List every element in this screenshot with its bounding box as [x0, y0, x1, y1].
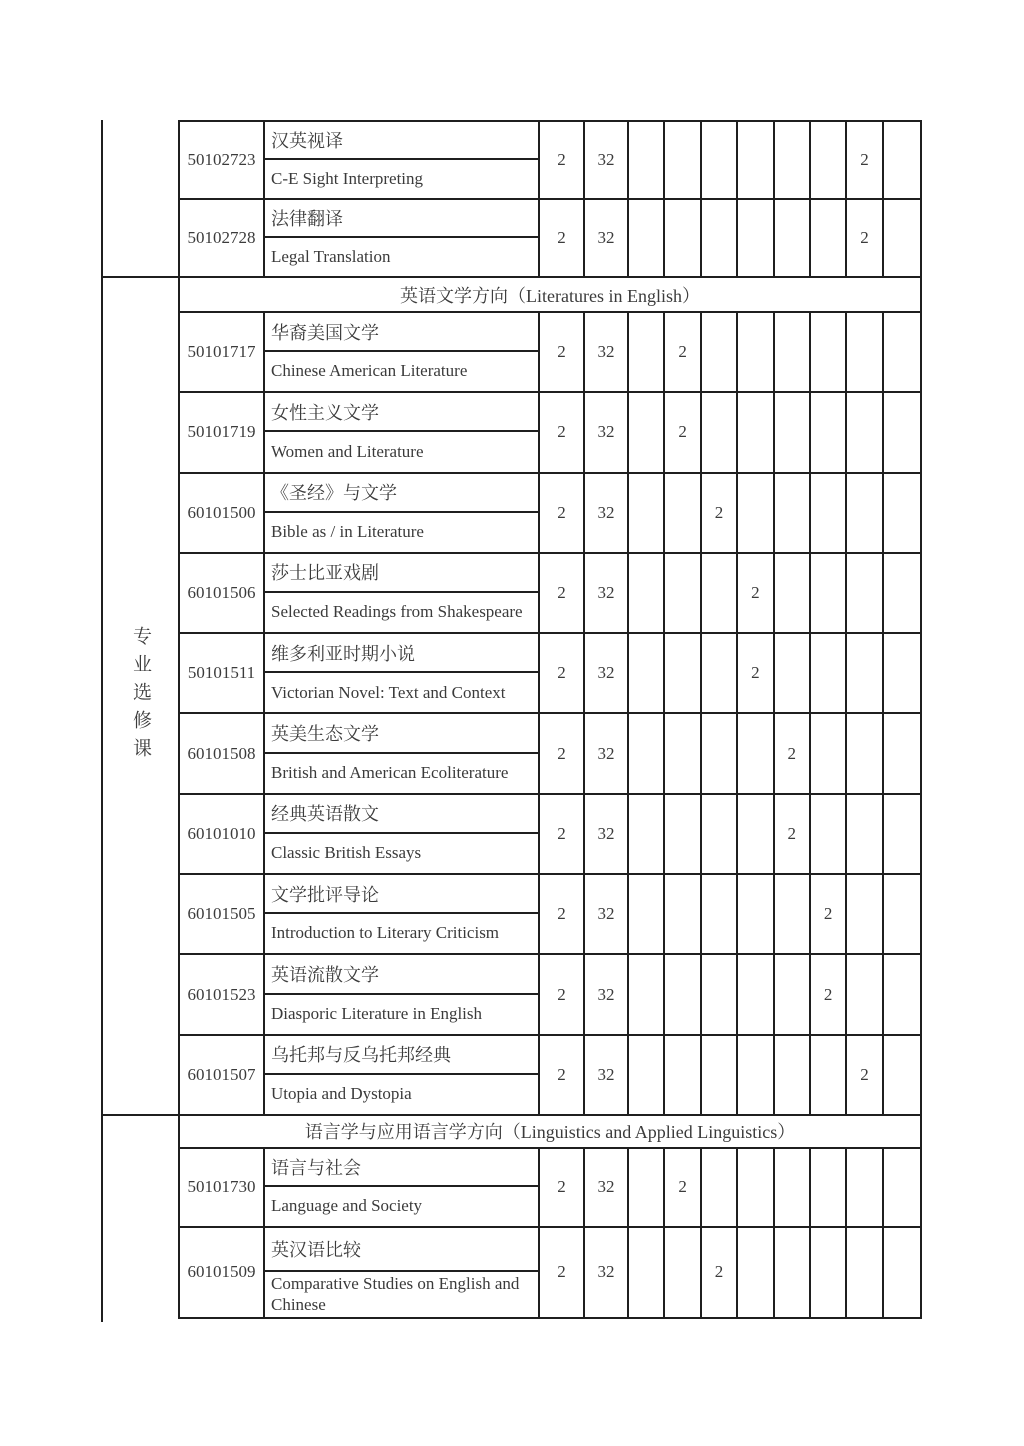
semester-6-cell [811, 714, 847, 792]
course-name-cell [265, 795, 540, 873]
category-label-vertical: 专业选修课 [130, 626, 151, 766]
semester-8-cell [884, 1149, 920, 1226]
semester-3-cell [702, 634, 738, 712]
semester-2-cell [665, 875, 701, 953]
curriculum-table [101, 120, 922, 1322]
course-code: 60101508 [180, 714, 265, 792]
course-name-cell [265, 1228, 540, 1317]
semester-8-cell [884, 200, 920, 276]
course-code: 60101010 [180, 795, 265, 873]
semester-7-cell [847, 955, 883, 1033]
course-name-en: Selected Readings from Shakespeare [271, 602, 523, 622]
semester-6-cell [811, 1228, 847, 1317]
semester-3-cell [702, 122, 738, 198]
course-name-en: Comparative Studies on English and Chinese [271, 1273, 520, 1314]
semester-1-cell [629, 474, 665, 552]
semester-8-cell [884, 634, 920, 712]
semester-4-cell [738, 200, 774, 276]
category-cell-empty-bottom [103, 1116, 178, 1322]
course-name-cell [265, 313, 540, 391]
semester-5-cell [775, 313, 811, 391]
course-name-cell [265, 955, 540, 1033]
table-row [180, 1149, 920, 1228]
semester-2-cell: 2 [665, 393, 701, 471]
course-hours: 32 [585, 634, 629, 712]
table-row [180, 795, 920, 875]
semester-1-cell [629, 200, 665, 276]
course-name-zh: 文学批评导论 [265, 875, 538, 914]
course-name-zh: 汉英视译 [265, 122, 538, 160]
course-name-zh: 乌托邦与反乌托邦经典 [265, 1036, 538, 1075]
semester-5-cell [775, 122, 811, 198]
semester-8-cell [884, 393, 920, 471]
semester-1-cell [629, 795, 665, 873]
semester-7-cell [847, 634, 883, 712]
course-code: 60101500 [180, 474, 265, 552]
course-code: 60101507 [180, 1036, 265, 1114]
semester-4-cell: 2 [738, 554, 774, 632]
course-hours: 32 [585, 393, 629, 471]
translation-section-rows [180, 122, 920, 278]
semester-4-cell [738, 795, 774, 873]
semester-7-cell [847, 1228, 883, 1317]
course-name-en: Classic British Essays [271, 843, 422, 863]
semester-7-cell: 2 [847, 1036, 883, 1114]
course-credits: 2 [540, 474, 585, 552]
semester-5-cell [775, 554, 811, 632]
semester-1-cell [629, 1228, 665, 1317]
semester-7-cell [847, 474, 883, 552]
course-hours: 32 [585, 474, 629, 552]
course-credits: 2 [540, 1036, 585, 1114]
semester-2-cell: 2 [665, 1149, 701, 1226]
semester-5-cell [775, 634, 811, 712]
course-credits: 2 [540, 554, 585, 632]
course-name-zh: 语言与社会 [265, 1149, 538, 1188]
course-hours: 32 [585, 1228, 629, 1317]
course-name-en: Victorian Novel: Text and Context [271, 682, 506, 702]
semester-5-cell: 2 [775, 795, 811, 873]
semester-7-cell [847, 393, 883, 471]
course-credits: 2 [540, 1149, 585, 1226]
course-code: 50101511 [180, 634, 265, 712]
category-cell-empty-top [103, 120, 178, 276]
semester-7-cell [847, 554, 883, 632]
table-row [180, 634, 920, 714]
semester-4-cell [738, 393, 774, 471]
semester-2-cell [665, 200, 701, 276]
semester-7-cell: 2 [847, 200, 883, 276]
table-row [180, 313, 920, 393]
course-hours: 32 [585, 200, 629, 276]
semester-4-cell [738, 1036, 774, 1114]
course-name-zh: 维多利亚时期小说 [265, 634, 538, 673]
course-name-en: Bible as / in Literature [271, 521, 424, 541]
semester-8-cell [884, 313, 920, 391]
semester-1-cell [629, 122, 665, 198]
semester-1-cell [629, 634, 665, 712]
table-row [180, 393, 920, 473]
course-name-zh: 莎士比亚戏剧 [265, 554, 538, 593]
semester-3-cell [702, 795, 738, 873]
course-credits: 2 [540, 795, 585, 873]
semester-5-cell [775, 875, 811, 953]
course-credits: 2 [540, 634, 585, 712]
semester-6-cell [811, 1149, 847, 1226]
semester-1-cell [629, 554, 665, 632]
semester-5-cell [775, 1149, 811, 1226]
semester-4-cell [738, 122, 774, 198]
table-row [180, 955, 920, 1035]
semester-7-cell [847, 313, 883, 391]
semester-2-cell [665, 1036, 701, 1114]
course-name-en: C-E Sight Interpreting [271, 168, 424, 188]
course-name-cell [265, 554, 540, 632]
course-name-cell [265, 714, 540, 792]
course-name-en: Diasporic Literature in English [271, 1003, 483, 1023]
semester-6-cell [811, 122, 847, 198]
semester-2-cell: 2 [665, 313, 701, 391]
course-credits: 2 [540, 1228, 585, 1317]
semester-6-cell [811, 200, 847, 276]
course-name-en: Introduction to Literary Criticism [271, 923, 500, 943]
course-code: 50102728 [180, 200, 265, 276]
semester-3-cell [702, 714, 738, 792]
semester-8-cell [884, 474, 920, 552]
semester-8-cell [884, 875, 920, 953]
course-name-cell [265, 634, 540, 712]
category-cell-electives [103, 276, 178, 1116]
course-name-zh: 英汉语比较 [265, 1228, 538, 1273]
course-credits: 2 [540, 313, 585, 391]
semester-2-cell [665, 714, 701, 792]
semester-1-cell [629, 393, 665, 471]
semester-2-cell [665, 122, 701, 198]
course-credits: 2 [540, 200, 585, 276]
semester-7-cell [847, 714, 883, 792]
course-name-en: British and American Ecoliterature [271, 762, 509, 782]
semester-3-cell [702, 313, 738, 391]
semester-4-cell: 2 [738, 634, 774, 712]
linguistics-section-rows [180, 1149, 920, 1319]
semester-2-cell [665, 795, 701, 873]
semester-6-cell [811, 1036, 847, 1114]
table-row [180, 1036, 920, 1116]
course-code: 60101506 [180, 554, 265, 632]
course-credits: 2 [540, 955, 585, 1033]
course-name-zh: 英语流散文学 [265, 955, 538, 994]
course-table-body [178, 120, 922, 1319]
course-hours: 32 [585, 1149, 629, 1226]
semester-5-cell [775, 200, 811, 276]
semester-6-cell [811, 313, 847, 391]
course-hours: 32 [585, 955, 629, 1033]
semester-1-cell [629, 1149, 665, 1226]
table-row [180, 122, 920, 200]
semester-5-cell [775, 955, 811, 1033]
semester-7-cell [847, 795, 883, 873]
semester-8-cell [884, 1228, 920, 1317]
semester-5-cell [775, 1036, 811, 1114]
course-name-zh: 经典英语散文 [265, 795, 538, 834]
semester-5-cell [775, 474, 811, 552]
semester-4-cell [738, 1149, 774, 1226]
semester-1-cell [629, 955, 665, 1033]
course-credits: 2 [540, 393, 585, 471]
course-name-en: Legal Translation [271, 246, 391, 266]
course-name-en: Language and Society [271, 1196, 423, 1216]
course-hours: 32 [585, 875, 629, 953]
semester-5-cell: 2 [775, 714, 811, 792]
literature-section-rows [180, 313, 920, 1116]
table-row [180, 474, 920, 554]
course-credits: 2 [540, 875, 585, 953]
course-code: 50101730 [180, 1149, 265, 1226]
course-hours: 32 [585, 1036, 629, 1114]
semester-7-cell [847, 1149, 883, 1226]
semester-8-cell [884, 554, 920, 632]
semester-3-cell: 2 [702, 1228, 738, 1317]
course-hours: 32 [585, 554, 629, 632]
table-row [180, 875, 920, 955]
semester-2-cell [665, 554, 701, 632]
semester-6-cell [811, 634, 847, 712]
course-name-zh: 女性主义文学 [265, 393, 538, 432]
semester-1-cell [629, 875, 665, 953]
semester-4-cell [738, 1228, 774, 1317]
course-hours: 32 [585, 313, 629, 391]
table-row [180, 714, 920, 794]
course-name-en: Chinese American Literature [271, 361, 468, 381]
semester-2-cell [665, 474, 701, 552]
semester-6-cell: 2 [811, 955, 847, 1033]
course-name-cell [265, 393, 540, 471]
semester-8-cell [884, 955, 920, 1033]
semester-3-cell [702, 1036, 738, 1114]
semester-6-cell [811, 554, 847, 632]
semester-4-cell [738, 313, 774, 391]
semester-1-cell [629, 1036, 665, 1114]
course-name-cell [265, 474, 540, 552]
course-name-zh: 华裔美国文学 [265, 313, 538, 352]
semester-3-cell [702, 393, 738, 471]
table-row [180, 200, 920, 278]
semester-1-cell [629, 714, 665, 792]
course-name-en: Utopia and Dystopia [271, 1084, 412, 1104]
semester-4-cell [738, 955, 774, 1033]
semester-4-cell [738, 875, 774, 953]
semester-3-cell [702, 875, 738, 953]
course-name-zh: 法律翻译 [265, 200, 538, 238]
course-hours: 32 [585, 795, 629, 873]
semester-2-cell [665, 955, 701, 1033]
course-name-cell [265, 1149, 540, 1226]
semester-3-cell [702, 955, 738, 1033]
semester-8-cell [884, 795, 920, 873]
course-credits: 2 [540, 122, 585, 198]
semester-2-cell [665, 1228, 701, 1317]
course-credits: 2 [540, 714, 585, 792]
semester-4-cell [738, 714, 774, 792]
semester-3-cell [702, 200, 738, 276]
semester-5-cell [775, 393, 811, 471]
semester-3-cell [702, 1149, 738, 1226]
semester-3-cell [702, 554, 738, 632]
course-code: 50101717 [180, 313, 265, 391]
course-name-en: Women and Literature [271, 441, 424, 461]
table-row [180, 1228, 920, 1319]
semester-5-cell [775, 1228, 811, 1317]
course-hours: 32 [585, 714, 629, 792]
section-header-linguistics: 语言学与应用语言学方向（Linguistics and Applied Linguistics） [180, 1116, 920, 1149]
semester-1-cell [629, 313, 665, 391]
course-hours: 32 [585, 122, 629, 198]
semester-4-cell [738, 474, 774, 552]
semester-7-cell [847, 875, 883, 953]
course-code: 50101719 [180, 393, 265, 471]
semester-8-cell [884, 714, 920, 792]
section-header-literature: 英语文学方向（Literatures in English） [180, 278, 920, 313]
course-name-cell [265, 1036, 540, 1114]
course-code: 60101505 [180, 875, 265, 953]
semester-8-cell [884, 122, 920, 198]
semester-7-cell: 2 [847, 122, 883, 198]
course-name-zh: 《圣经》与文学 [265, 474, 538, 513]
course-code: 60101509 [180, 1228, 265, 1317]
semester-6-cell [811, 795, 847, 873]
category-column [101, 120, 178, 1322]
course-code: 60101523 [180, 955, 265, 1033]
course-name-cell [265, 122, 540, 198]
course-code: 50102723 [180, 122, 265, 198]
semester-2-cell [665, 634, 701, 712]
course-name-zh: 英美生态文学 [265, 714, 538, 753]
semester-6-cell: 2 [811, 875, 847, 953]
table-row [180, 554, 920, 634]
course-name-cell [265, 875, 540, 953]
semester-6-cell [811, 393, 847, 471]
semester-3-cell: 2 [702, 474, 738, 552]
course-name-cell [265, 200, 540, 276]
semester-6-cell [811, 474, 847, 552]
semester-8-cell [884, 1036, 920, 1114]
